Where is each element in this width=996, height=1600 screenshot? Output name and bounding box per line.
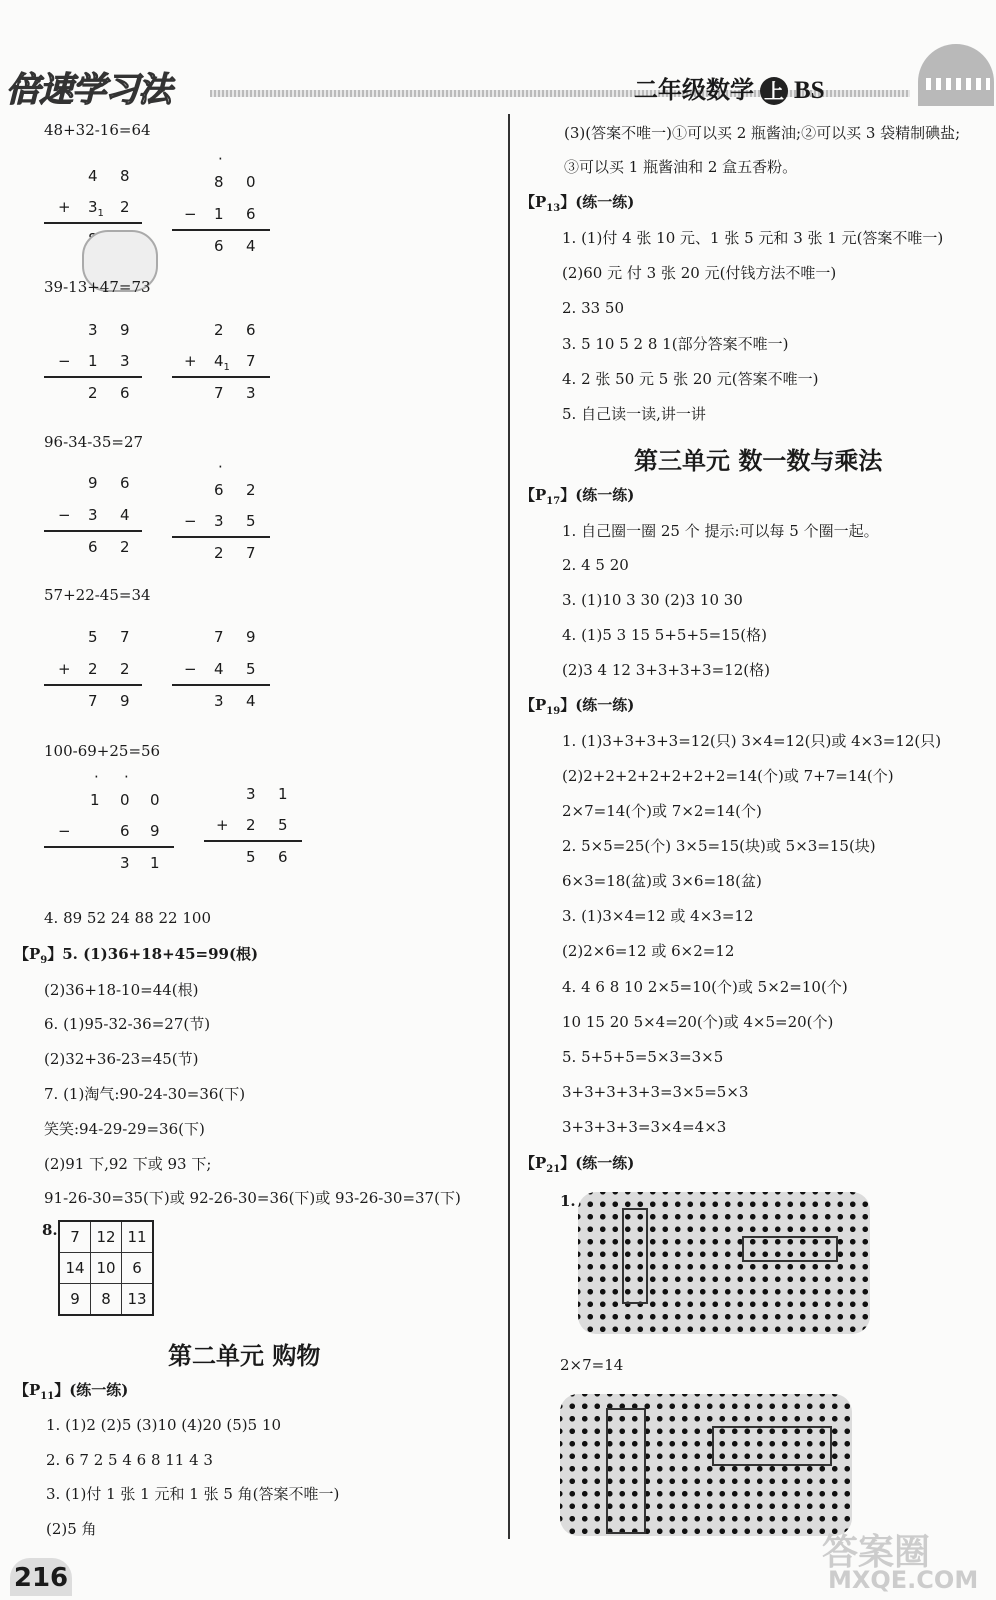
equation-5: 100-69+25=56: [44, 742, 161, 760]
answer-q7-2b: 91-26-30=35(下)或 92-26-30=36(下)或 93-26-30=37(下): [44, 1189, 461, 1207]
answer-q8: 8.: [42, 1221, 58, 1239]
answer-q7-1: 7. (1)淘气:90-24-30=36(下): [44, 1085, 246, 1103]
r-line-17: 2. 5×5=25(个) 3×5=15(块)或 5×3=15(块): [562, 837, 876, 855]
r-line-14: 1. (1)3+3+3+3=12(只) 3×4=12(只)或 4×3=12(只): [562, 732, 942, 750]
answer-q7-2: (2)91 下,92 下或 93 下;: [44, 1155, 212, 1173]
r-line-13: (2)3 4 12 3+3+3+3=12(格): [562, 661, 770, 679]
r-line-18: 6×3=18(盆)或 3×6=18(盆): [562, 872, 762, 890]
r-line-2: ③可以买 1 瓶酱油和 2 盒五香粉。: [564, 158, 798, 176]
r-line-22: 10 15 20 5×4=20(个)或 4×5=20(个): [562, 1013, 834, 1031]
book-title: [634, 70, 825, 105]
answer-u2-q3-1: 3. (1)付 1 张 1 元和 1 张 5 角(答案不唯一): [46, 1485, 340, 1503]
answer-q6-1: 6. (1)95-32-36=27(节): [44, 1015, 211, 1033]
dot-array-1-circle-b: [742, 1236, 838, 1262]
equation-3: 96-34-35=27: [44, 433, 144, 451]
r-line-4: (2)60 元 付 3 张 20 元(付钱方法不唯一): [562, 264, 837, 282]
magic-square: 7 12 11 14 10 6 9 8 13: [58, 1220, 154, 1316]
answer-u2-q3-2: (2)5 角: [46, 1520, 97, 1538]
answer-q6-2: (2)32+36-23=45(节): [44, 1050, 199, 1068]
r-line-9: 1. 自己圈一圈 25 个 提示:可以每 5 个圈一起。: [562, 522, 879, 540]
unit-3-heading: 第三单元 数一数与乘法: [634, 446, 883, 475]
r-line-7: 4. 2 张 50 元 5 张 20 元(答案不唯一): [562, 370, 819, 388]
dot-array-2-circle-b: [712, 1426, 832, 1466]
dome-decoration-icon: [918, 44, 994, 106]
unit-2-heading: 第二单元 购物: [168, 1341, 321, 1370]
section-p9: 【$P_9$】5. (1)36+18+45=99(根): [14, 945, 259, 966]
page-header: [0, 0, 996, 112]
volume-badge: 上: [760, 77, 788, 105]
logo: 倍速学习法: [6, 70, 171, 110]
section-p19: 【$P_{19}$】(练一练): [520, 696, 635, 717]
r-line-24: 3+3+3+3+3=3×5=5×3: [562, 1083, 749, 1101]
section-p11: 【$P_{11}$】(练一练): [14, 1381, 129, 1402]
dome-stripe-icon: [926, 78, 990, 90]
equation-1: 48+32-16=64: [44, 121, 151, 139]
subject-title: 二年级数学: [634, 75, 754, 104]
r-line-19: 3. (1)3×4=12 或 4×3=12: [562, 907, 754, 925]
answer-q4: 4. 89 52 24 88 22 100: [44, 909, 211, 927]
r-line-16: 2×7=14(个)或 7×2=14(个): [562, 802, 762, 820]
answer-q5-2: (2)36+18-10=44(根): [44, 981, 199, 999]
equation-2: 39-13+47=73: [44, 278, 151, 296]
answer-u2-q2: 2. 6 7 2 5 4 6 8 11 4 3: [46, 1451, 213, 1469]
section-p21: 【$P_{21}$】(练一练): [520, 1154, 635, 1175]
r-line-10: 2. 4 5 20: [562, 556, 629, 574]
answer-u2-q1: 1. (1)2 (2)5 (3)10 (4)20 (5)5 10: [46, 1416, 282, 1434]
r-line-15: (2)2+2+2+2+2+2+2=14(个)或 7+7=14(个): [562, 767, 894, 785]
watermark-url: MXQE.COM: [828, 1566, 979, 1594]
r-line-5: 2. 33 50: [562, 299, 625, 317]
column-divider: [508, 114, 510, 1539]
dot-array-2-circle-a: [606, 1408, 646, 1534]
r-line-3: 1. (1)付 4 张 10 元、1 张 5 元和 3 张 1 元(答案不唯一): [562, 229, 944, 247]
r-line-8: 5. 自己读一读,讲一讲: [562, 405, 706, 423]
r-line-20: (2)2×6=12 或 6×2=12: [562, 942, 735, 960]
r-line-1: (3)(答案不唯一)①可以买 2 瓶酱油;②可以买 3 袋精制碘盐;: [564, 124, 961, 142]
equation-4: 57+22-45=34: [44, 586, 151, 604]
r-line-25: 3+3+3+3=3×4=4×3: [562, 1118, 727, 1136]
r-line-21: 4. 4 6 8 10 2×5=10(个)或 5×2=10(个): [562, 978, 848, 996]
r-line-26: 1.: [560, 1192, 576, 1210]
page-number: 216: [10, 1558, 72, 1596]
r-line-6: 3. 5 10 5 2 8 1(部分答案不唯一): [562, 335, 789, 353]
edition-label: BS: [794, 77, 825, 104]
r-line-23: 5. 5+5+5=5×3=3×5: [562, 1048, 724, 1066]
r-line-27: 2×7=14: [560, 1356, 624, 1374]
r-line-11: 3. (1)10 3 30 (2)3 10 30: [562, 591, 743, 609]
dot-array-1-circle-a: [622, 1208, 648, 1304]
answer-q7-1b: 笑笑:94-29-29=36(下): [44, 1120, 205, 1138]
section-p17: 【$P_{17}$】(练一练): [520, 486, 635, 507]
watermark-logo: 答案圈: [822, 1531, 931, 1573]
r-line-12: 4. (1)5 3 15 5+5+5=15(格): [562, 626, 767, 644]
section-p13: 【$P_{13}$】(练一练): [520, 193, 635, 214]
